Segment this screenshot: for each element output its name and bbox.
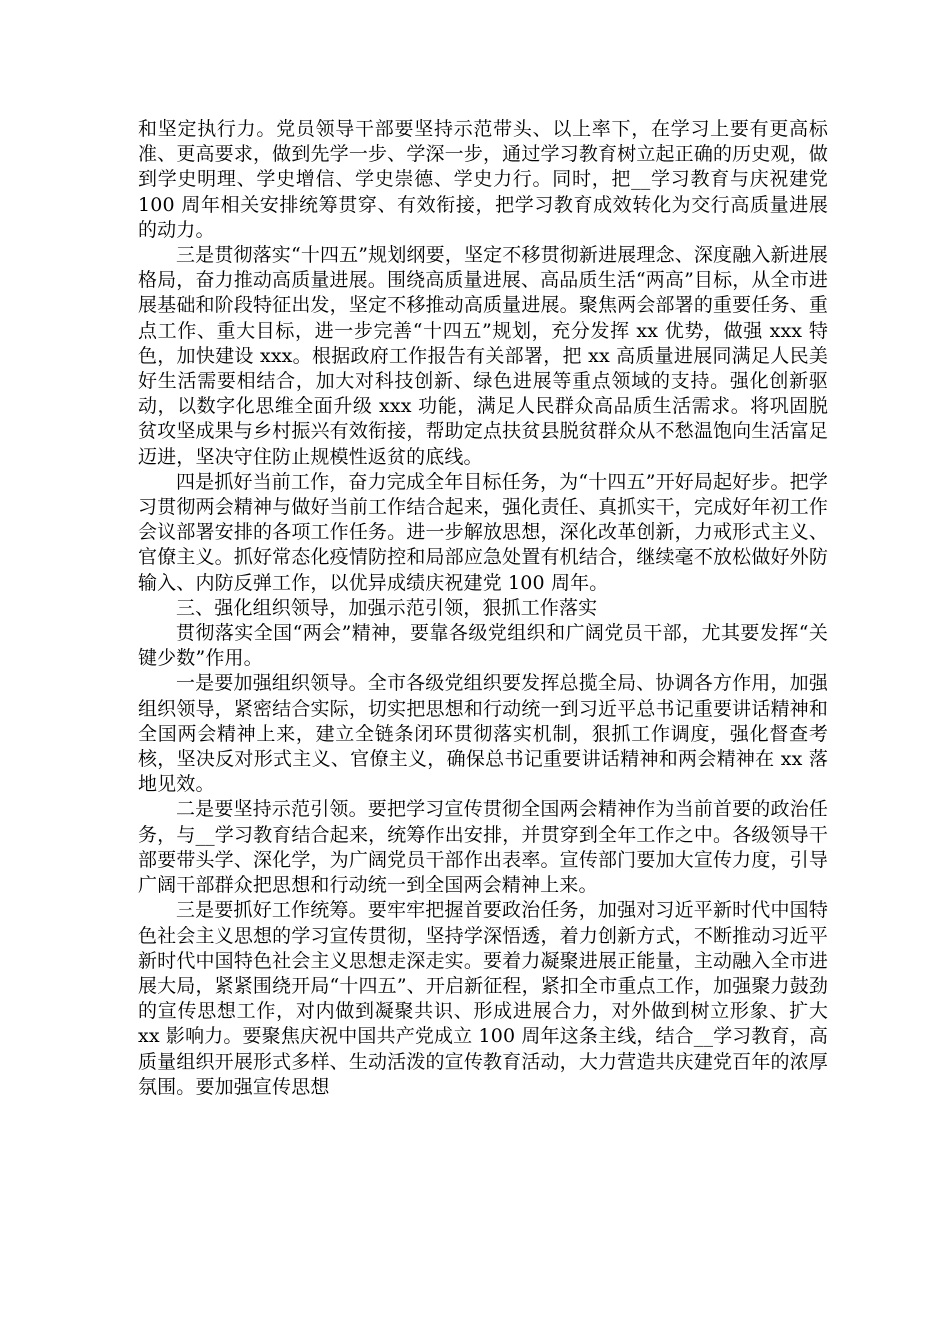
paragraph-4: 贯彻落实全国“两会”精神，要靠各级党组织和广阔党员干部，尤其要发挥“关键少数”作用。	[138, 622, 828, 670]
document-page	[138, 117, 828, 1100]
paragraph-7: 三是要抓好工作统筹。要牢牢把握首要政治任务，加强对习近平新时代中国特色社会主义思想的学习宣传贯彻，坚持学深悟透，着力创新方式，不断推动习近平新时代中国特色社会主义思想走深走实。要着力凝聚进展正能量，主动融入全市进展大局，紧紧围绕开局“十四五”、开启新征程，紧扣全市重点工作，加强聚力鼓劲的宣传思想工作，对内做到凝聚共识、形成进展合力，对外做到树立形象、扩大 xx 影响力。要聚焦庆祝中国共产党成立 100 周年这条主线，结合__学习教育，高质量组织开展形式多样、生动活泼的宣传教育活动，大力营造共庆建党百年的浓厚氛围。要加强宣传思想	[138, 899, 828, 1098]
paragraph-6: 二是要坚持示范引领。要把学习宣传贯彻全国两会精神作为当前首要的政治任务，与__学习教育结合起来，统筹作出安排，并贯穿到全年工作之中。各级领导干部要带头学、深化学，为广阔党员干部作出表率。宣传部门要加大宣传力度，引导广阔干部群众把思想和行动统一到全国两会精神上来。	[138, 798, 828, 897]
paragraph-5: 一是要加强组织领导。全市各级党组织要发挥总揽全局、协调各方作用，加强组织领导，紧密结合实际，切实把思想和行动统一到习近平总书记重要讲话精神和全国两会精神上来，建立全链条闭环贯彻落实机制，狠抓工作调度，强化督查考核，坚决反对形式主义、官僚主义，确保总书记重要讲话精神和两会精神在 xx 落地见效。	[138, 672, 828, 796]
paragraph-1: 和坚定执行力。党员领导干部要坚持示范带头、以上率下，在学习上要有更高标准、更高要求，做到先学一步、学深一步，通过学习教育树立起正确的历史观，做到学史明理、学史增信、学史崇德、学史力行。同时，把__学习教育与庆祝建党 100 周年相关安排统筹贯穿、有效衔接，把学习教育成效转化为交行高质量进展的动力。	[138, 118, 828, 241]
paragraph-2: 三是贯彻落实“十四五”规划纲要，坚定不移贯彻新进展理念、深度融入新进展格局，奋力推动高质量进展。围绕高质量进展、高品质生活“两高”目标，从全市进展基础和阶段特征出发，坚定不移推动高质量进展。聚焦两会部署的重要任务、重点工作、重大目标，进一步完善“十四五”规划，充分发挥 xx 优势，做强 xxx 特色，加快建设 xxx。根据政府工作报告有关部署，把 xx 高质量进展同满足人民美好生活需要相结合，加大对科技创新、绿色进展等重点领域的支持。强化创新驱动，以数字化思维全面升级 xxx 功能，满足人民群众高品质生活需求。将巩固脱贫攻坚成果与乡村振兴有效衔接，帮助定点扶贫县脱贫群众从不愁温饱向生活富足迈进，坚决守住防止规模性返贫的底线。	[138, 244, 828, 468]
paragraph-3: 四是抓好当前工作，奋力完成全年目标任务，为“十四五”开好局起好步。把学习贯彻两会精神与做好当前工作结合起来，强化责任、真抓实干，完成好年初工作会议部署安排的各项工作任务。进一步解放思想，深化改革创新，力戒形式主义、官僚主义。抓好常态化疫情防控和局部应急处置有机结合，继续毫不放松做好外防输入、内防反弹工作，以优异成绩庆祝建党 100 周年。	[138, 470, 828, 594]
section-heading-3: 三、强化组织领导，加强示范引领，狠抓工作落实	[176, 596, 598, 619]
